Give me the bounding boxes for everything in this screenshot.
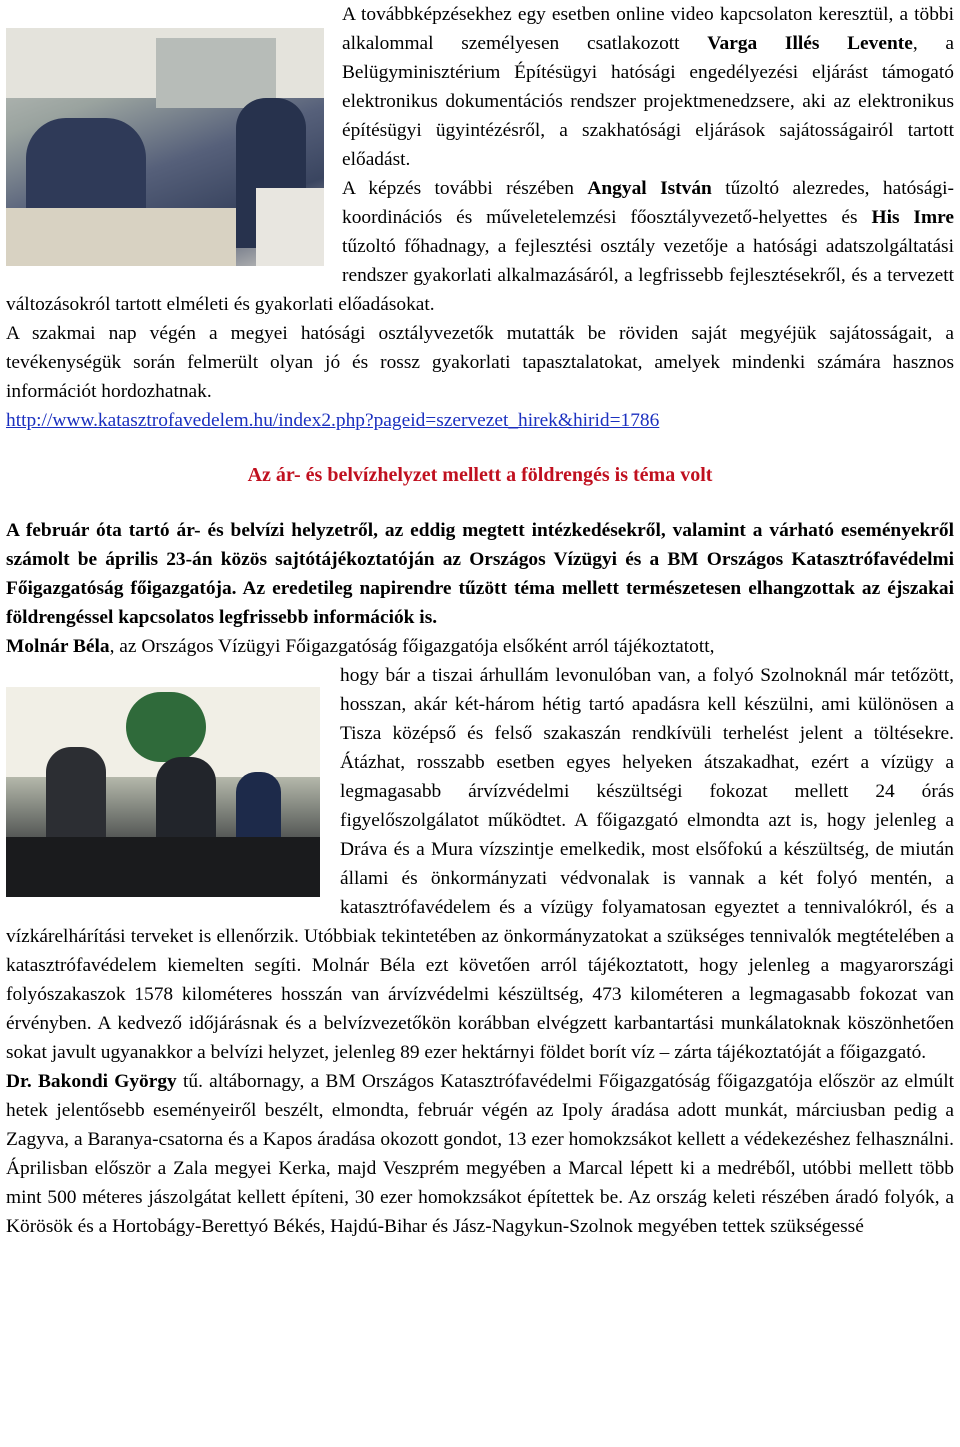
paragraph-molnar: hogy bár a tiszai árhullám levonulóban van, a folyó Szolnoknál már tetőzött, hosszan, akár két-három hétig tartó apadásra kell készülni, ami különösen a Tisza középső és felső szakaszán rendkívüli terhelést jelent a töltésekre. Átázhat, rosszabb esetben egyes helyeken átszakadhat, ezért a vízügy a legmagasabb árvízvédelmi készültségi fokozat mellett 24 órás figyelőszolgálatot működtet. A főigazgató elmondta azt is, hogy jelenleg a Dráva és a Mura vízszintje emelkedik, most elsőfokú a készültség, de miután állami és önkormányzati védvonalak is vannak a két folyó mentén, a katasztrófavédelem és a vízügy folyamatosan egyeztet a tennivalókról, és a vízkárelhárítási terveket is ellenőrzik. Utóbbiak tekintetében az önkormányzatokat a szükséges tennivalók megtételében a katasztrófavédelem kiemelten segíti. Molnár Béla ezt követően arról tájékoztatott, hogy jelenleg a magyarországi folyószakaszok 1578 kilométeres hosszán van árvízvédelmi készültség, 473 kilométeren a legmagasabb fokozat van érvényben. A kedvező időjárásnak és a belvízvezetőkön korábban elvégzett karbantartási munkálatoknak köszönhetően sokat javult ugyanakkor a belvízi helyzet, jelenleg 89 ezer hektárnyi földet borít víz – zárta tájékoztatóját a főigazgató. [6,665,954,1063]
text: A továbbképzésekhez egy esetben online video kapcsolaton keresztül, a többi alkalommal személyesen csatlakozott [342,4,954,54]
text: tűzoltó alezredes, hatósági-koordinációs és műveletelemzési főosztályvezető-helyettes és [342,178,954,228]
text: , az Országos Vízügyi Főigazgatóság főigazgatója elsőként arról tájékoztatott, [109,636,715,657]
text: A képzés további részében [342,178,588,199]
article-heading: Az ár- és belvízhelyzet mellett a földrengés is téma volt [247,464,713,486]
source-link[interactable]: http://www.katasztrofavedelem.hu/index2.php?pageid=szervezet_hirek&hirid=1786 [6,410,660,431]
article-lead: A február óta tartó ár- és belvízi helyzetről, az eddig megtett intézkedésekről, valamint a várható eseményekről számolt be április 23-án közös sajtótájékoztatóján az Országos Vízügyi és a BM Országos Katasztrófavédelmi Főigazgatóság főigazgatója. Az eredetileg napirendre tűzött téma mellett természetesen elhangzottak az éjszakai földrengéssel kapcsolatos legfrissebb információk is. [6,520,954,628]
person-name: Molnár Béla [6,636,110,657]
source-link-row [6,406,954,435]
person-name: Varga Illés Levente [707,33,913,54]
paragraph-molnar-first-line [6,632,954,661]
text: tű. altábornagy, a BM Országos Katasztrófavédelmi Főigazgatóság főigazgatója először az elmúlt hetek jelentősebb eseményeiről beszélt, elmondta, február végén az Ipoly áradása adott munkát, márciusban pedig a Zagyva, a Baranya-csatorna és a Kapos áradása okozott gondot, 13 ezer homokzsákot kellett a védekezéshez felhasználni. Áprilisban először a Zala megyei Kerka, majd Veszprém megyében a Marcal lépett ki a medréből, utóbbi mellett több mint 500 méteres jászolgátat kellett építeni, 30 ezer homokzsákot építettek be. Az ország keleti részében áradó folyók, a Körösök és a Hortobágy-Berettyó Békés, Hajdú-Bihar és Jász-Nagykun-Szolnok megyében tettek szükségessé [6,1071,954,1237]
person-name: His Imre [871,207,954,228]
press-conference-photo [6,687,320,897]
text: , a Belügyminisztérium Építésügyi hatósági engedélyezési eljárást támogató elektronikus dokumentációs rendszer projektmenedzsere, aki az elektronikus építésügyi ügyintézésről, a szakhatósági eljárások sajátosságairól tartott előadást. [342,33,954,170]
training-photo [6,28,324,266]
text: tűzoltó főhadnagy, a fejlesztési osztály vezetője a hatósági adatszolgáltatási rendszer gyakorlati alkalmazásáról, a legfrissebb fejlesztésekről, és a tervezett változásokról tartott elméleti és gyakorlati előadásokat. [6,236,954,315]
person-name: Angyal István [587,178,712,199]
person-name: Dr. Bakondi György [6,1071,177,1092]
paragraph-closing: A szakmai nap végén a megyei hatósági osztályvezetők mutatták be röviden saját megyéjük sajátosságait, a tevékenységük során felmerült olyan jó és rossz gyakorlati tapasztalatokat, amelyek mindenki számára hasznos információt hordozhatnak. [6,323,954,402]
paragraph-bakondi [6,1067,954,1241]
